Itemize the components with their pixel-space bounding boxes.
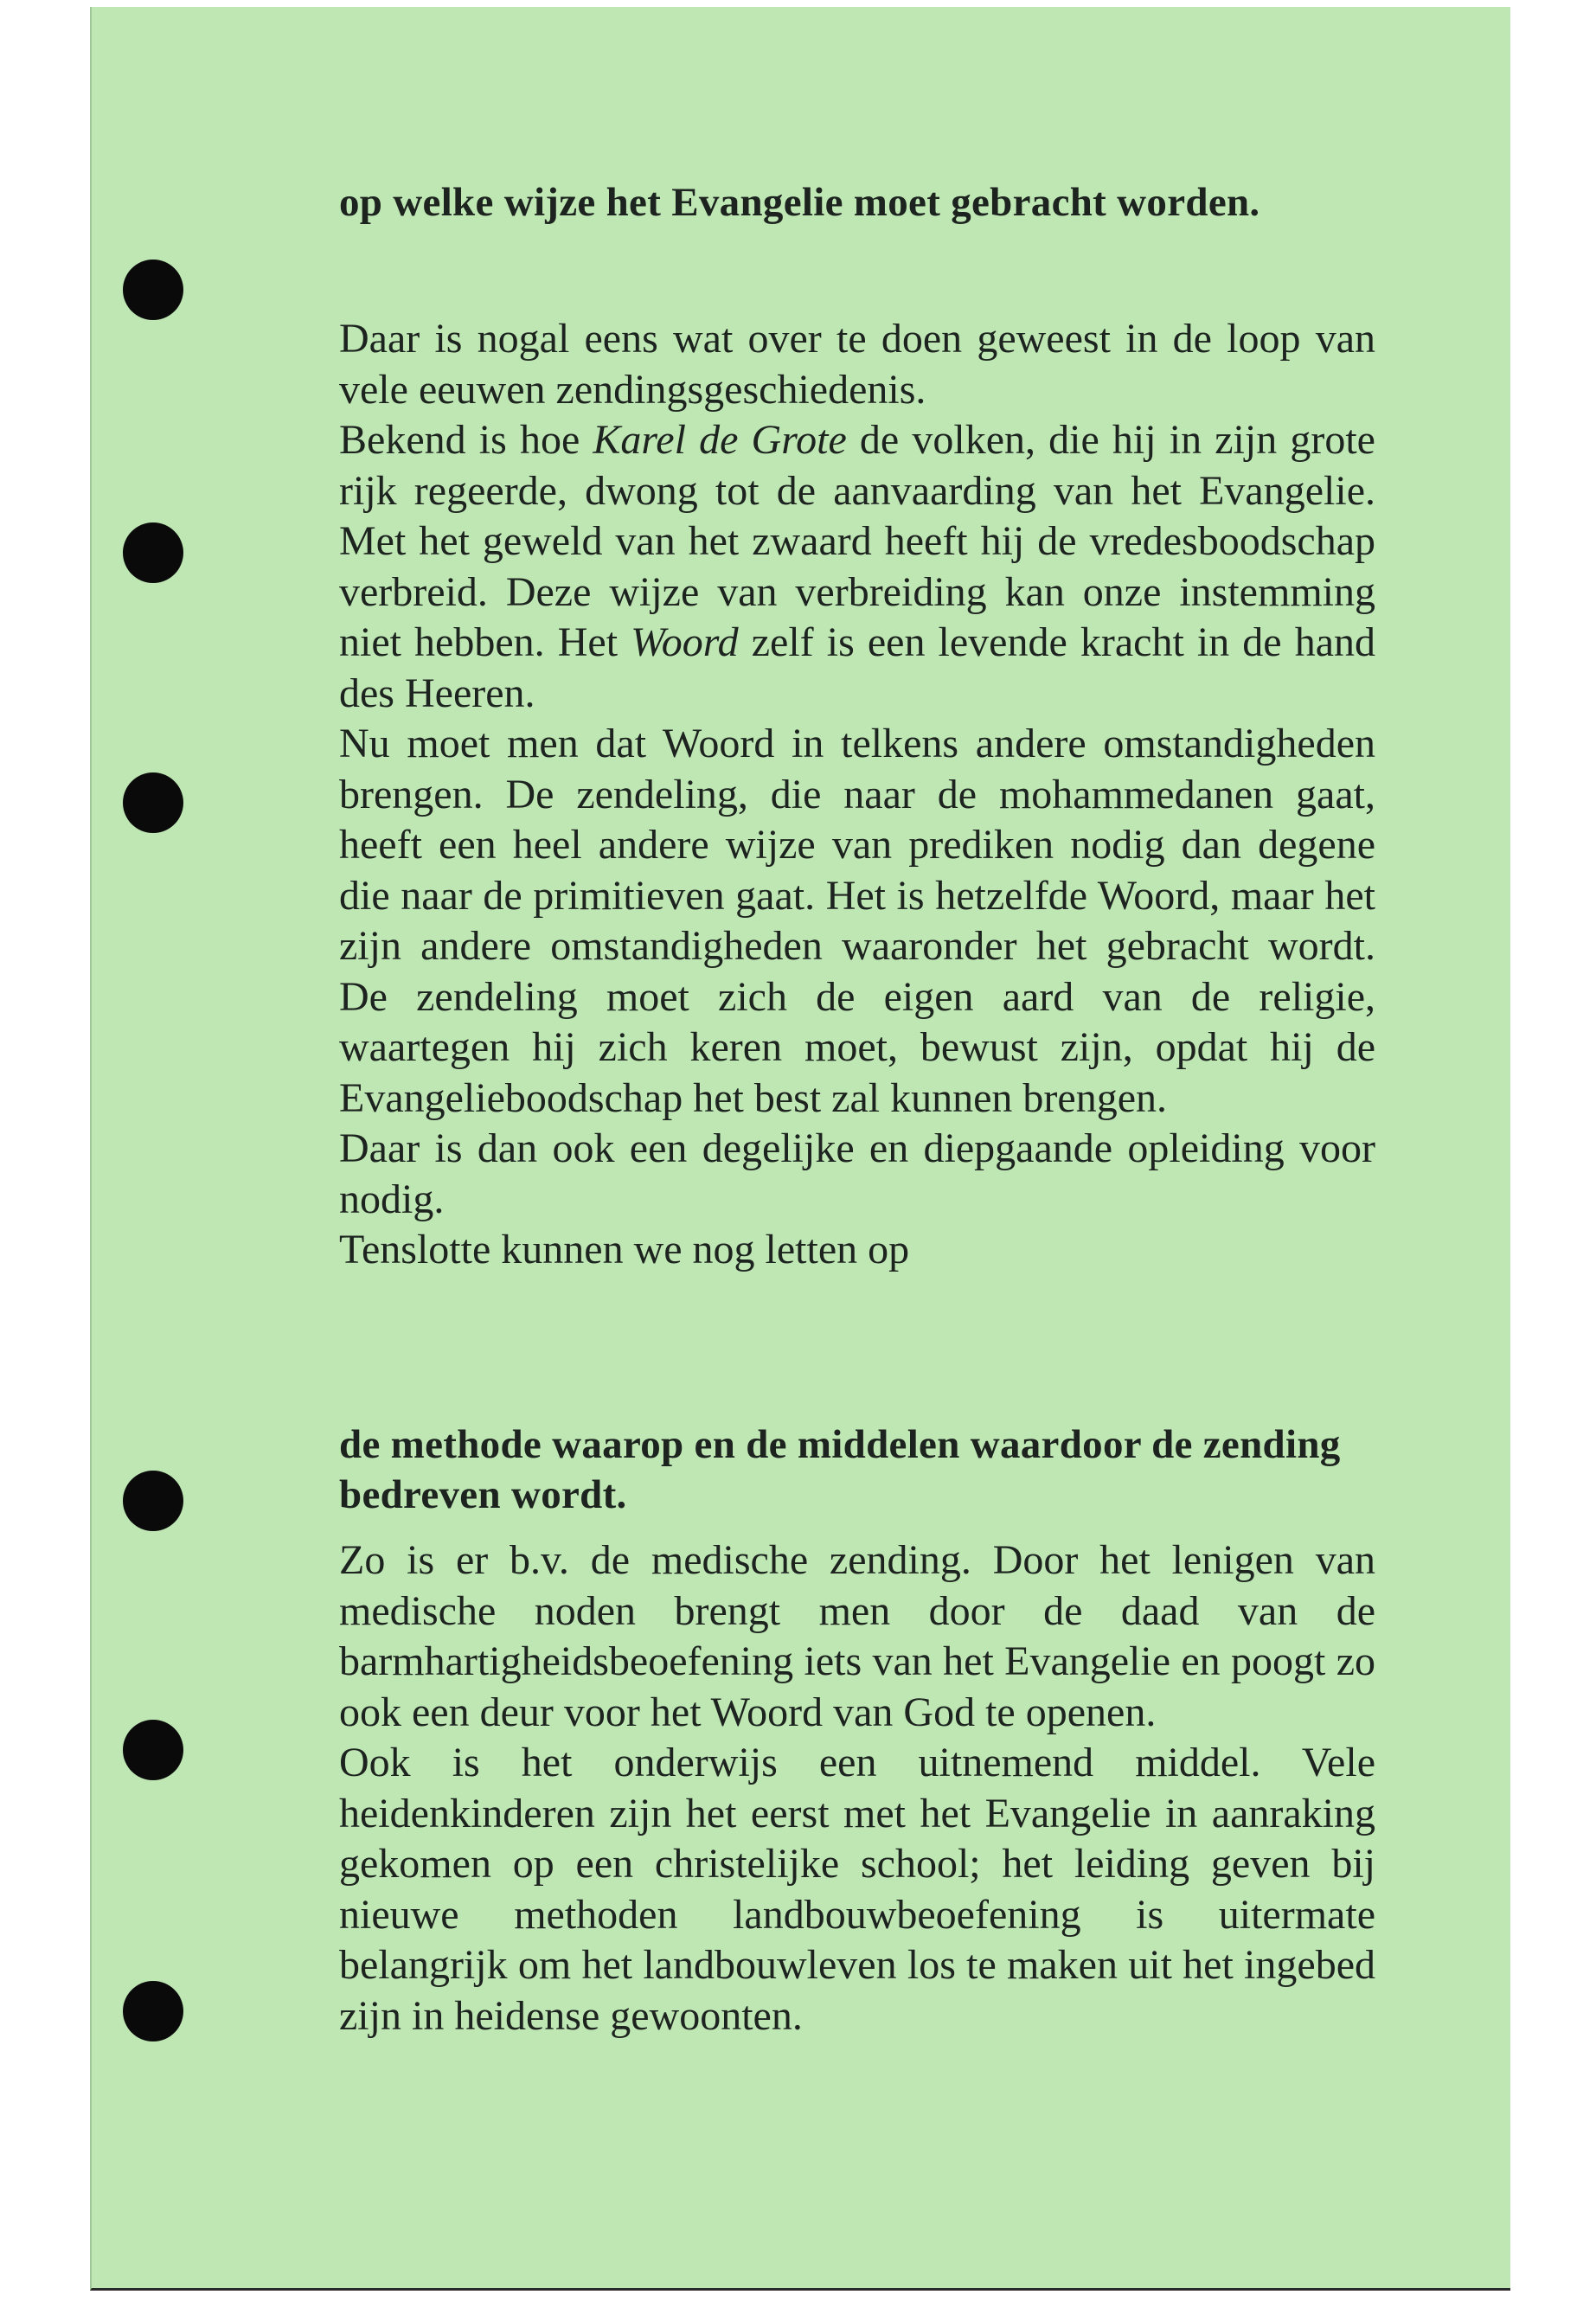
section-heading-2: de methode waarop en de middelen waardoor de zending bedreven wordt. <box>339 1422 1341 1517</box>
paragraph: Ook is het onderwijs een uitnemend middel. Vele heidenkinderen zijn het eerst met het Evangelie in aanraking gekomen op een christelijke school; het leiding geven bij nieuwe methoden landbouwbeoefening is uitermate belangrijk om het landbouwleven los te maken uit het ingebed zijn in heidense gewoonten. <box>339 1740 1375 2039</box>
binder-hole <box>123 772 183 833</box>
paragraph: Bekend is hoe Karel de Grote de volken, die hij in zijn grote rijk regeerde, dwong tot de aanvaarding van het Evangelie. Met het geweld van het zwaard heeft hij de vredesboodschap verbreid. Deze wijze van verbreiding kan onze instemming niet hebben. Het Woord zelf is een levende kracht in de hand des Heeren. <box>339 417 1376 716</box>
binder-hole <box>123 522 183 583</box>
paragraph: Tenslotte kunnen we nog letten op <box>339 1227 910 1272</box>
binder-hole <box>123 260 183 320</box>
binder-hole <box>123 1720 183 1780</box>
binder-hole <box>123 1981 183 2041</box>
paragraph: Zo is er b.v. de medische zending. Door het lenigen van medische noden brengt men door de daad van de barmhartigheidsbeoefening iets van het Evangelie en poogt zo ook een deur voor het Woord van God te openen. <box>339 1537 1375 1735</box>
binder-hole <box>123 1471 183 1531</box>
paragraph: Daar is nogal eens wat over te doen geweest in de loop van vele eeuwen zendingsgeschiedenis. <box>339 316 1375 413</box>
body-block-1 <box>339 314 1375 1276</box>
paragraph: Daar is dan ook een degelijke en diepgaande opleiding voor nodig. <box>339 1125 1375 1222</box>
paragraph: Nu moet men dat Woord in telkens andere omstandigheden brengen. De zendeling, die naar de mohammedanen gaat, heeft een heel andere wijze van prediken nodig dan degene die naar de primitieven gaat. Het is hetzelfde Woord, maar het zijn andere omstandigheden waaronder het gebracht wordt. De zendeling moet zich de eigen aard van de religie, waartegen hij zich keren moet, bewust zijn, opdat hij de Evangelieboodschap het best zal kunnen brengen. <box>339 721 1375 1121</box>
italic-word: Woord <box>631 619 739 665</box>
body-block-2 <box>339 1535 1375 2041</box>
italic-name: Karel de Grote <box>593 417 847 463</box>
section-heading-1: op welke wijze het Evangelie moet gebracht worden. <box>339 180 1260 225</box>
